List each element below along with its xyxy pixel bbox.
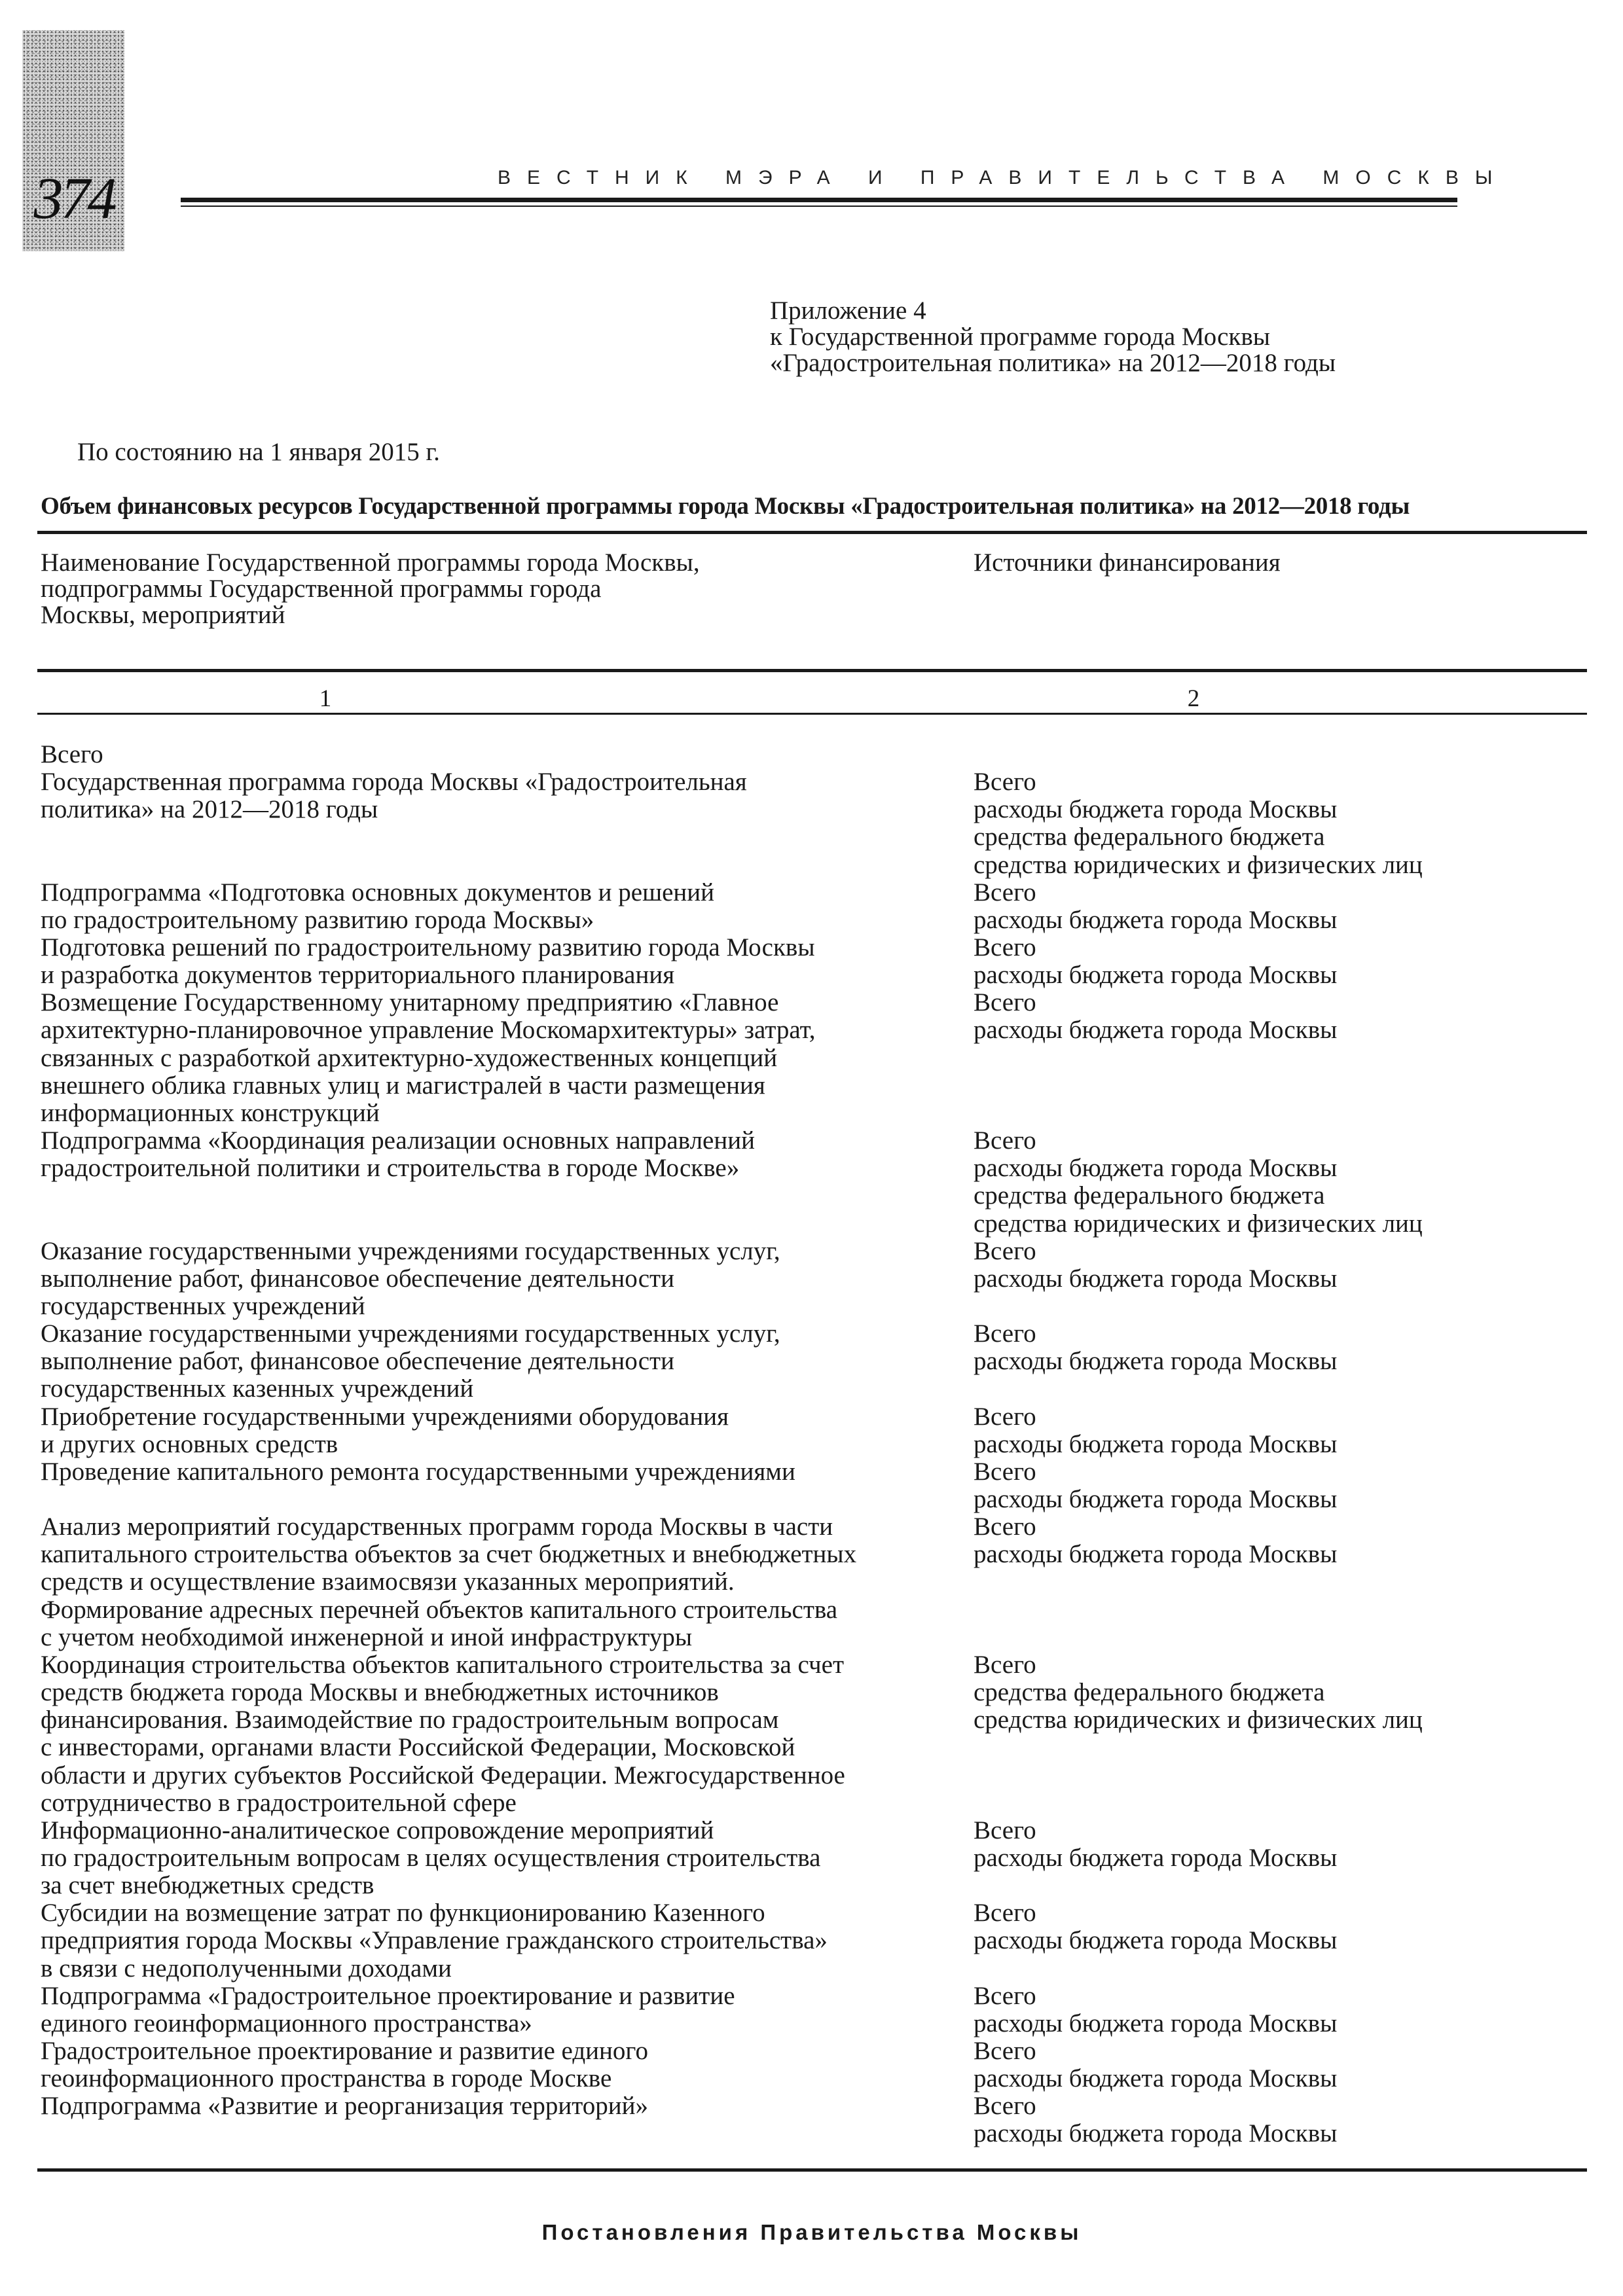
table-row	[41, 989, 1586, 1127]
cell-funding-sources: Всего расходы бюджета города Москвы	[974, 2036, 1338, 2093]
table-row	[41, 1320, 1586, 1403]
cell-funding-sources: Всего расходы бюджета города Москвы средства федерального бюджета средства юридических и физических лиц	[974, 768, 1423, 879]
column-number-1: 1	[319, 685, 332, 712]
cell-funding-sources: Всего расходы бюджета города Москвы	[974, 1402, 1338, 1458]
cell-program-name: Градостроительное проектирование и развитие единого геоинформационного пространства в городе Москве	[41, 2036, 648, 2093]
table-row	[41, 1403, 1586, 1458]
appendix-line: Приложение 4	[770, 296, 926, 325]
footer-section-title: Постановления Правительства Москвы	[541, 2220, 1082, 2244]
table-row	[41, 1513, 1586, 1651]
cell-program-name: Оказание государственными учреждениями государственных услуг, выполнение работ, финансовое обеспечение деятельности государственных казенных учреждений	[41, 1319, 780, 1403]
appendix-note	[770, 298, 1336, 376]
table-row	[41, 1817, 1586, 1899]
column-header-name: Наименование Государственной программы города Москвы, подпрограммы Государственной программы города Москвы, мероприятий	[41, 548, 700, 629]
cell-program-name: Подпрограмма «Подготовка основных документов и решений по градостроительному развитию города Москвы»	[41, 878, 715, 934]
cell-program-name: Возмещение Государственному унитарному предприятию «Главное архитектурно-планировочное управление Москомархитектуры» затрат, связанных с разработкой архитектурно-художественных концепций внешнего облика главных улиц и магистралей в части размещения информационных конструкций	[41, 988, 816, 1127]
table-row	[41, 1982, 1586, 2037]
cell-funding-sources: Всего расходы бюджета города Москвы	[974, 878, 1338, 934]
header-rule-thin	[181, 206, 1457, 207]
cell-funding-sources: Всего расходы бюджета города Москвы	[974, 933, 1338, 990]
cell-funding-sources: Всего расходы бюджета города Москвы	[974, 1816, 1338, 1872]
journal-title: ВЕСТНИК МЭРА И ПРАВИТЕЛЬСТВА МОСКВЫ	[498, 167, 1509, 188]
cell-program-name: Информационно-аналитическое сопровождение мероприятий по градостроительным вопросам в целях осуществления строительства за счет внебюджетных средств	[41, 1816, 821, 1900]
cell-funding-sources: Всего расходы бюджета города Москвы	[974, 1513, 1338, 1569]
table-row	[41, 768, 1586, 879]
cell-program-name: Оказание государственными учреждениями государственных услуг, выполнение работ, финансовое обеспечение деятельности государственных учреждений	[41, 1236, 780, 1320]
table-row	[41, 1238, 1586, 1320]
cell-funding-sources: Всего расходы бюджета города Москвы	[974, 1899, 1338, 1955]
table-top-rule	[37, 531, 1587, 534]
table-row	[41, 934, 1586, 989]
appendix-line: к Государственной программе города Москвы	[770, 323, 1270, 351]
cell-funding-sources: Всего расходы бюджета города Москвы	[974, 1457, 1338, 1513]
cell-funding-sources: Всего расходы бюджета города Москвы	[974, 1319, 1338, 1376]
status-date: По состоянию на 1 января 2015 г.	[77, 438, 440, 466]
table-bottom-rule	[37, 2168, 1587, 2172]
table-row	[41, 1458, 1586, 1513]
cell-funding-sources: Всего расходы бюджета города Москвы	[974, 1236, 1338, 1293]
cell-program-name: Подготовка решений по градостроительному развитию города Москвы и разработка документов территориального планирования	[41, 933, 815, 990]
table-row	[41, 1899, 1586, 1982]
cell-program-name: Проведение капитального ремонта государственными учреждениями	[41, 1457, 795, 1486]
header-rule	[181, 198, 1457, 202]
column-header-sources: Источники финансирования	[974, 548, 1281, 577]
cell-program-name: Всего	[41, 740, 103, 768]
cell-program-name: Приобретение государственными учреждениями оборудования и других основных средств	[41, 1402, 729, 1458]
table-row	[41, 1651, 1586, 1817]
cell-funding-sources: Всего расходы бюджета города Москвы	[974, 2092, 1338, 2148]
cell-program-name: Государственная программа города Москвы «Градостроительная политика» на 2012—2018 годы	[41, 768, 747, 824]
table-row	[41, 2037, 1586, 2092]
table-row	[41, 1127, 1586, 1238]
table-body	[41, 741, 1586, 2148]
cell-funding-sources: Всего расходы бюджета города Москвы средства федерального бюджета средства юридических и физических лиц	[974, 1126, 1423, 1238]
header-bottom-rule	[37, 669, 1587, 672]
cell-funding-sources: Всего расходы бюджета города Москвы	[974, 988, 1338, 1045]
cell-program-name: Подпрограмма «Координация реализации основных направлений градостроительной политики и строительства в городе Москве»	[41, 1126, 755, 1183]
table-row	[41, 2092, 1586, 2147]
table-row	[41, 741, 1586, 768]
cell-program-name: Анализ мероприятий государственных программ города Москвы в части капитального строительства объектов за счет бюджетных и внебюджетных средств и осуществление взаимосвязи указанных мероприятий. Формирование адресных перечней объектов капитального строительства с учетом необходимой инженерной и иной инфраструктуры	[41, 1513, 857, 1651]
cell-program-name: Подпрограмма «Развитие и реорганизация территорий»	[41, 2092, 649, 2121]
appendix-line: «Градостроительная политика» на 2012—2018 годы	[770, 349, 1336, 377]
numbers-bottom-rule	[37, 713, 1587, 715]
cell-program-name: Подпрограмма «Градостроительное проектирование и развитие единого геоинформационного пространства»	[41, 1981, 735, 2037]
page-number: 374	[33, 166, 115, 231]
table-row	[41, 879, 1586, 934]
cell-funding-sources: Всего средства федерального бюджета средства юридических и физических лиц	[974, 1650, 1423, 1734]
document-title: Объем финансовых ресурсов Государственной программы города Москвы «Градостроительная политика» на 2012—2018 годы	[41, 493, 1410, 520]
cell-program-name: Координация строительства объектов капитального строительства за счет средств бюджета города Москвы и внебюджетных источников финансирования. Взаимодействие по градостроительным вопросам с инвесторами, органами власти Российской Федерации, Московской области и других субъектов Российской Федерации. Межгосударственное сотрудничество в градостроительной сфере	[41, 1650, 845, 1817]
cell-funding-sources: Всего расходы бюджета города Москвы	[974, 1981, 1338, 2037]
cell-program-name: Субсидии на возмещение затрат по функционированию Казенного предприятия города Москвы «Управление гражданского строительства» в связи с недополученными доходами	[41, 1899, 828, 1982]
column-number-2: 2	[1187, 685, 1200, 712]
page-number-badge	[22, 30, 124, 251]
